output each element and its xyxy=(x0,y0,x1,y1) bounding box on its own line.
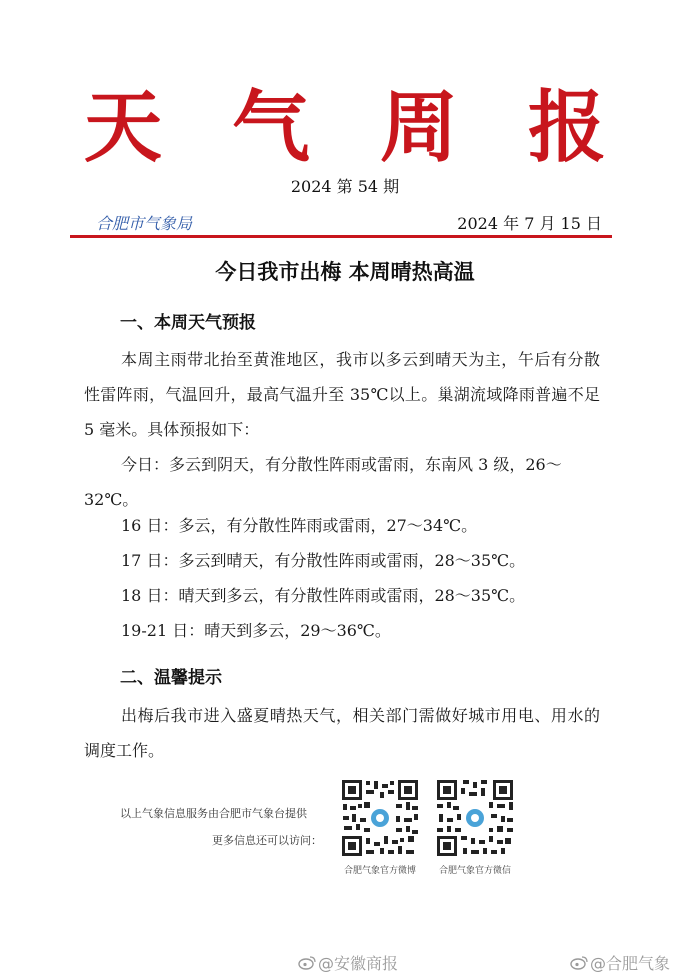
forecast-today-line1: 今日：多云到阴天，有分散性阵雨或雷雨，东南风 3 级，26～ xyxy=(121,455,562,474)
forecast-day: 16 日：多云，有分散性阵雨或雷雨，27～34℃。 xyxy=(121,516,478,535)
forecast-intro: 本周主雨带北抬至黄淮地区，我市以多云到晴天为主，午后有分散性雷阵雨，气温回升，最高气温升至 35℃以上。巢湖流域降雨普遍不足 5 毫米。具体预报如下： xyxy=(84,350,600,439)
tips-text: 出梅后我市进入盛夏晴热天气，相关部门需做好城市用电、用水的调度工作。 xyxy=(84,706,600,760)
wechat-qr-code xyxy=(435,778,515,858)
issue-number: 2024 第 54 期 xyxy=(290,177,400,196)
watermark-left-text: @安徽商报 xyxy=(318,954,399,973)
forecast-day: 19-21 日：晴天到多云，29～36℃。 xyxy=(121,621,391,640)
masthead-title: 天气周报 xyxy=(83,82,676,173)
headline: 今日我市出梅 本周晴热高温 xyxy=(215,260,475,284)
weibo-icon xyxy=(570,956,588,970)
weibo-qr-caption: 合肥气象官方微博 xyxy=(343,866,416,876)
header-divider xyxy=(70,235,612,238)
watermark-hefei-qixiang xyxy=(570,951,670,974)
section-heading-forecast: 一、本周天气预报 xyxy=(120,313,256,333)
watermark-right-text: @合肥气象 xyxy=(590,954,671,973)
footer-more-info: 更多信息还可以访问： xyxy=(212,834,322,847)
forecast-today-line2: 32℃。 xyxy=(84,490,139,509)
weibo-qr-code xyxy=(340,778,420,858)
footer-provider: 以上气象信息服务由合肥市气象台提供 xyxy=(120,807,307,820)
forecast-day: 17 日：多云到晴天，有分散性阵雨或雷雨，28～35℃。 xyxy=(121,551,526,570)
watermark-anhui-shangbao xyxy=(298,951,398,974)
section-heading-tips: 二、温馨提示 xyxy=(120,668,222,688)
forecast-day: 18 日：晴天到多云，有分散性阵雨或雷雨，28～35℃。 xyxy=(121,586,526,605)
wechat-qr-caption: 合肥气象官方微信 xyxy=(438,866,511,876)
issue-date: 2024 年 7 月 15 日 xyxy=(457,214,602,233)
weibo-icon xyxy=(298,956,316,970)
bureau-name: 合肥市气象局 xyxy=(96,214,193,233)
